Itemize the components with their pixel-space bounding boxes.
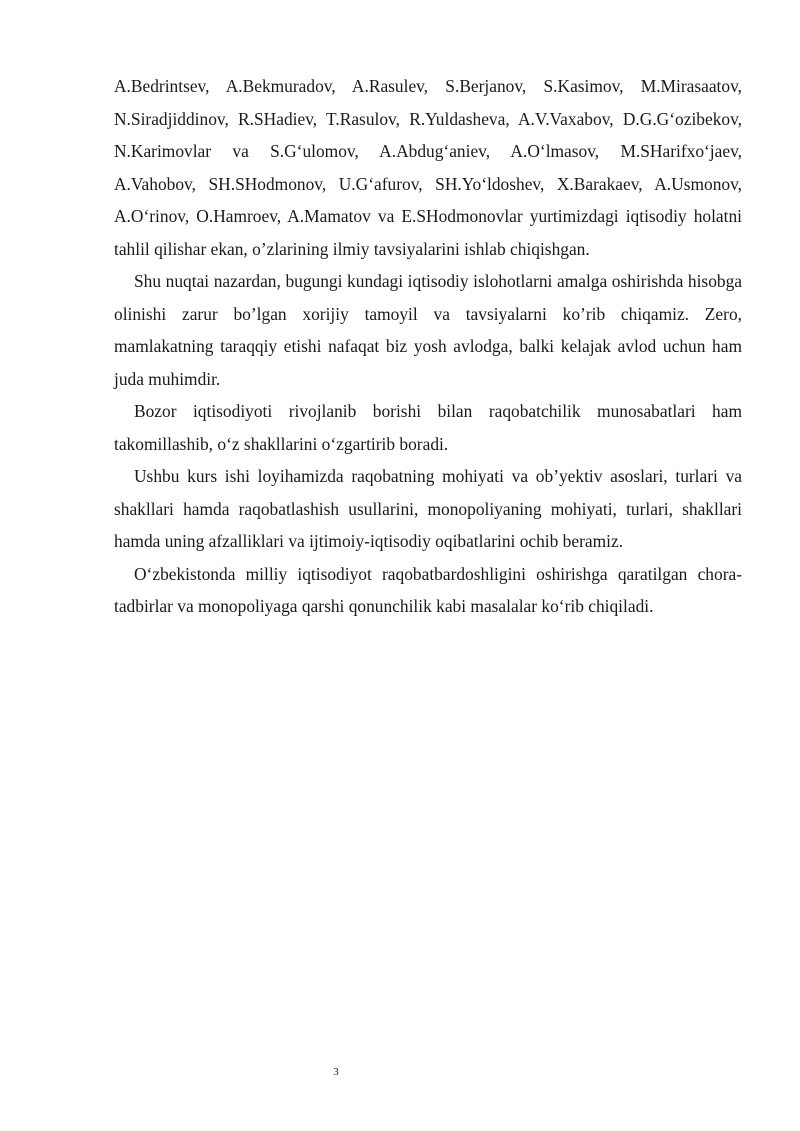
paragraph-course-work-scope: Ushbu kurs ishi loyihamizda raqobatning mohiyati va ob’yektiv asoslari, turlari va shakllari hamda raqobatlashish usullarini, monopoliyaning mohiyati, turlari, shakllari hamda uning afzalliklari va ijtimoiy-iqtisodiy oqibatlarini ochib beramiz. [114,466,742,551]
document-body [114,70,742,623]
paragraph-author-list: A.Bedrintsev, A.Bekmuradov, A.Rasulev, S.Berjanov, S.Kasimov, M.Mirasaatov, N.Siradjiddinov, R.SHadiev, T.Rasulov, R.Yuldasheva, A.V.Vaxabov, D.G.G‘ozibekov, N.Karimovlar va S.G‘ulomov, A.Abdug‘aniev, A.O‘lmasov, M.SHarifxo‘jaev, A.Vahobov, SH.SHodmonov, U.G‘afurov, SH.Yo‘ldoshev, X.Barakaev, A.Usmonov, A.O‘rinov, O.Hamroev, A.Mamatov va E.SHodmonovlar yurtimizdagi iqtisodiy holatni tahlil qilishar ekan, o’zlarining ilmiy tavsiyalarini ishlab chiqishgan. [114,76,742,259]
paragraph-market-economy: Bozor iqtisodiyoti rivojlanib borishi bilan raqobatchilik munosabatlari ham takomillashib, o‘z shakllarini o‘zgartirib boradi. [114,401,742,454]
paragraph-foreign-principles: Shu nuqtai nazardan, bugungi kundagi iqtisodiy islohotlarni amalga oshirishda hisobga olinishi zarur bo’lgan xorijiy tamoyil va tavsiyalarni ko’rib chiqamiz. Zero, mamlakatning taraqqiy etishi nafaqat biz yosh avlodga, balki kelajak avlod uchun ham juda muhimdir. [114,271,742,389]
paragraph-uzbekistan-measures: O‘zbekistonda milliy iqtisodiyot raqobatbardoshligini oshirishga qaratilgan chora-tadbirlar va monopoliyaga qarshi qonunchilik kabi masalalar ko‘rib chiqiladi. [114,563,742,616]
page-number: 3 [333,1066,339,1078]
